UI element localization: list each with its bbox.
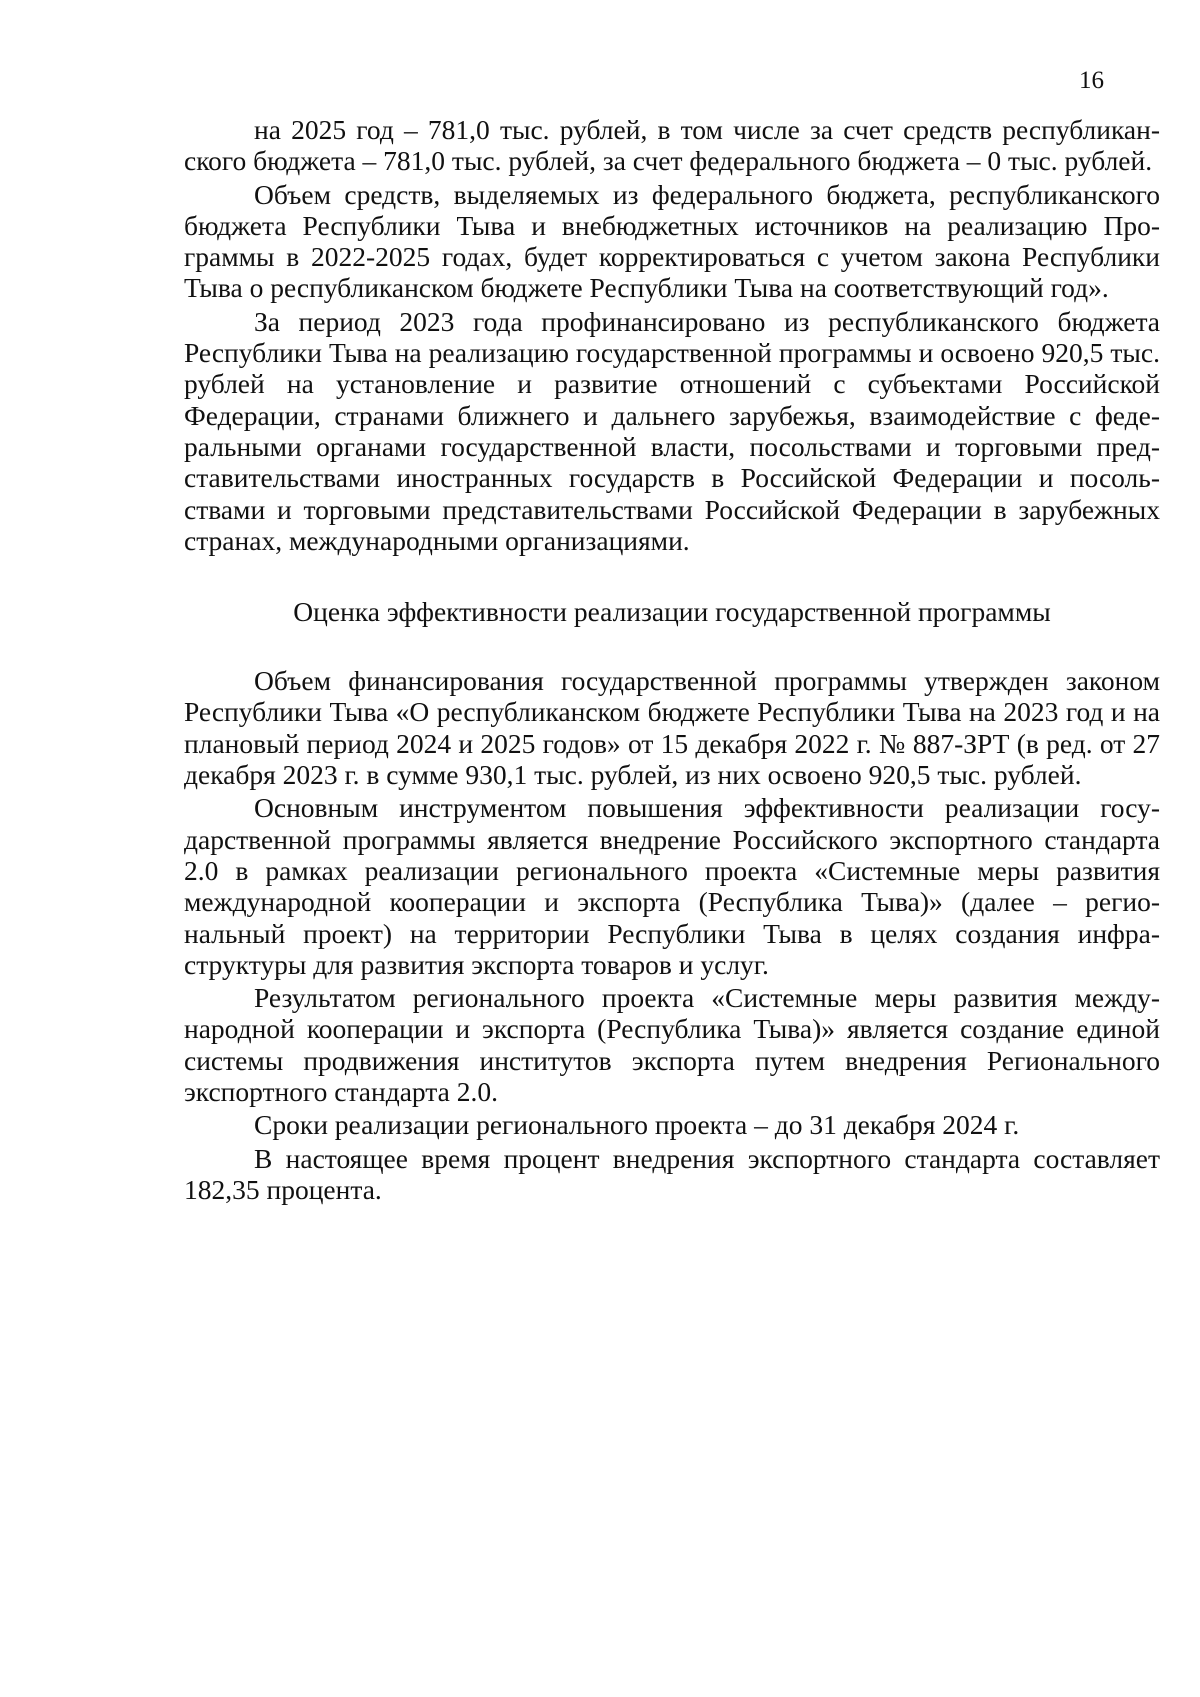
paragraph-budget-2025: на 2025 год – 781,0 тыс. рублей, в том числе за счет средств республиканского бюджета – 781,0 тыс. рублей, за счет федерального бюджета – 0 тыс. рублей.	[184, 114, 1160, 177]
paragraph-export-standard: Основным инструментом повышения эффективности реализации государственной программы является внедрение Российского экспортного стандарта 2.0 в рамках реализации регионального проекта «Системные меры развития международной кооперации и экспорта (Республика Тыва)» (далее – региональный проект) на территории Республики Тыва в целях создания инфраструктуры для развития экспорта товаров и услуг.	[184, 792, 1160, 980]
paragraph-funding-volume: Объем средств, выделяемых из федерального бюджета, республиканского бюджета Республики Тыва и внебюджетных источников на реализацию Программы в 2022-2025 годах, будет корректироваться с учетом закона Республики Тыва о республиканском бюджете Республики Тыва на соответствующий год».	[184, 178, 1160, 304]
paragraph-2023-financing: За период 2023 года профинансировано из республиканского бюджета Республики Тыва на реализацию государственной программы и освоено 920,5 тыс. рублей на установление и развитие отношений с субъектами Российской Федерации, странами ближнего и дальнего зарубежья, взаимодействие с федеральными органами государственной власти, посольствами и торговыми представительствами иностранных государств в Российской Федерации и посольствами и торговыми представительствами Российской Федерации в зарубежных странах, международными организациями.	[184, 305, 1160, 556]
paragraph-implementation-percent: В настоящее время процент внедрения экспортного стандарта составляет 182,35 процента.	[184, 1142, 1160, 1205]
paragraph-financing-law: Объем финансирования государственной программы утвержден законом Республики Тыва «О республиканском бюджете Республики Тыва на 2023 год и на плановый период 2024 и 2025 годов» от 15 декабря 2022 г. № 887-ЗРТ (в ред. от 27 декабря 2023 г. в сумме 930,1 тыс. рублей, из них освоено 920,5 тыс. рублей.	[184, 665, 1160, 791]
section-heading: Оценка эффективности реализации государственной программы	[293, 596, 1051, 628]
page-body	[184, 114, 1160, 1207]
paragraph-project-result: Результатом регионального проекта «Системные меры развития международной кооперации и экспорта (Республика Тыва)» является создание единой системы продвижения институтов экспорта путем внедрения Регионального экспортного стандарта 2.0.	[184, 982, 1160, 1108]
page-number: 16	[1079, 67, 1104, 94]
paragraph-project-deadline: Сроки реализации регионального проекта – до 31 декабря 2024 г.	[254, 1109, 1020, 1141]
